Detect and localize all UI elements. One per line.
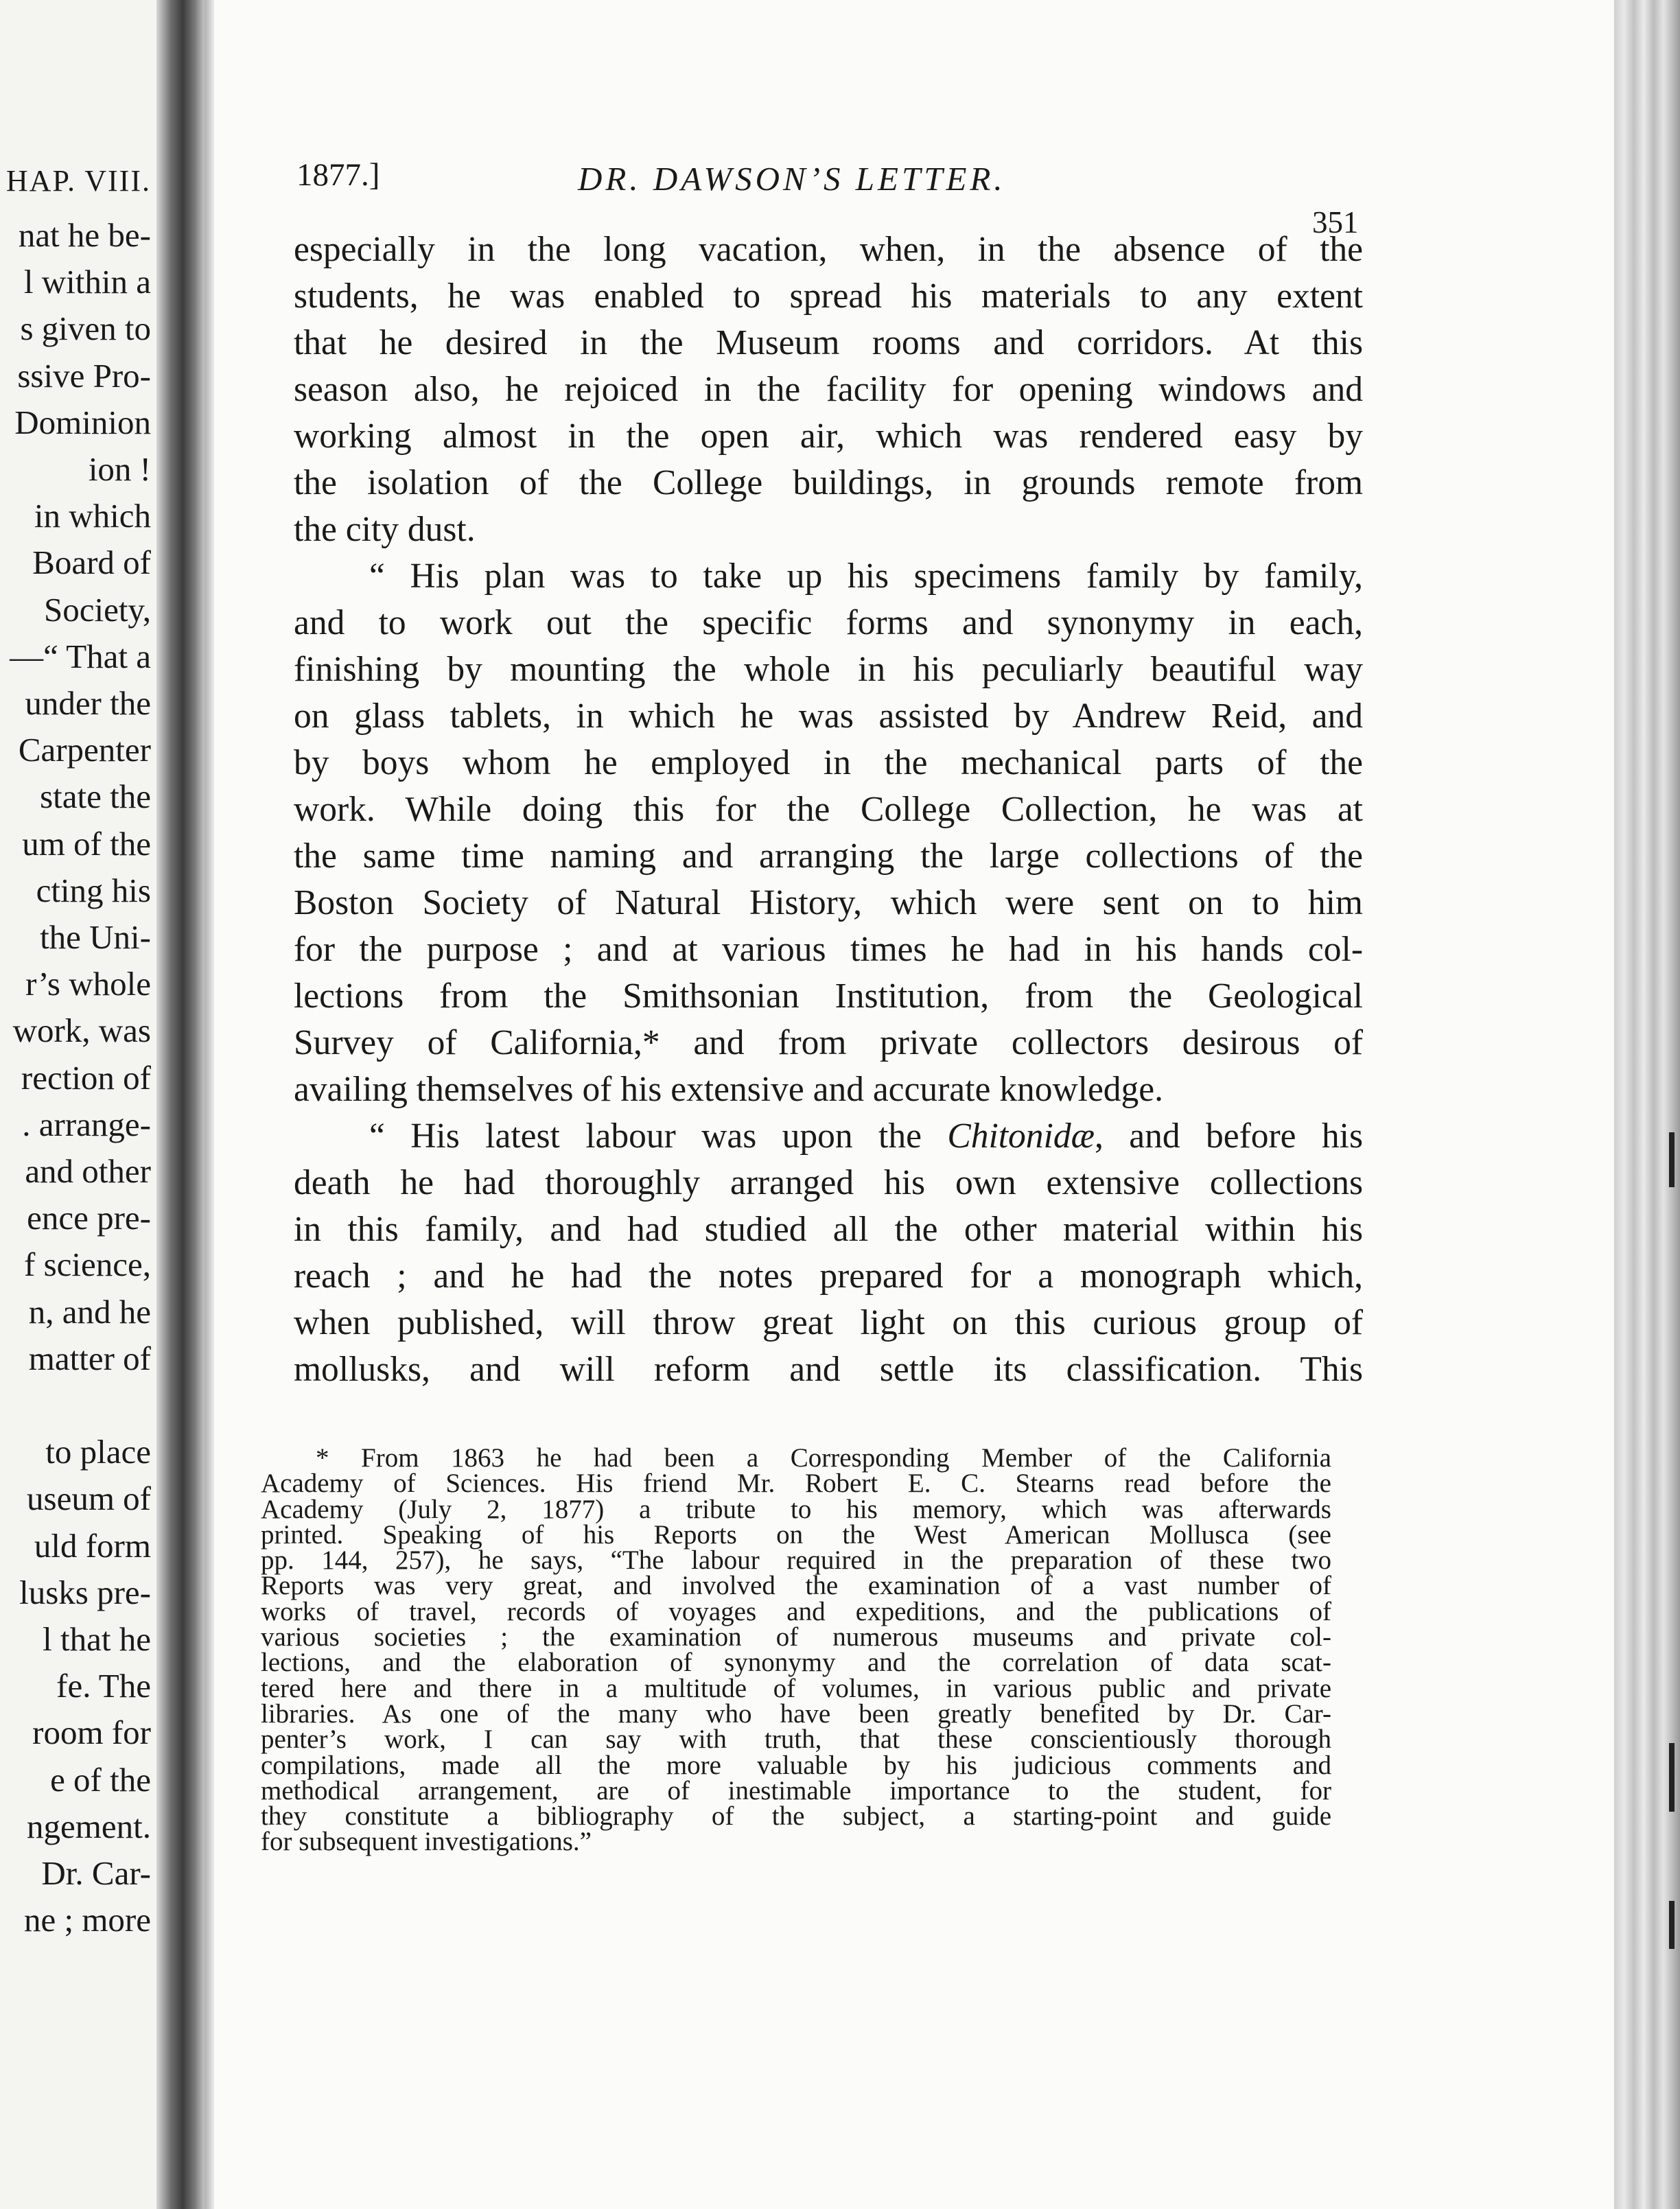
footnote-line: penter’s work, I can say with truth, that these conscientiously thorough bbox=[261, 1725, 1331, 1755]
facing-page-line: fe. The bbox=[56, 1667, 151, 1705]
body-line-start: “ His latest labour was upon the bbox=[369, 1117, 948, 1156]
body-line: lections from the Smithsonian Institution, from the Geological bbox=[294, 977, 1363, 1016]
facing-page-line: l that he bbox=[43, 1620, 151, 1658]
facing-page-line: under the bbox=[25, 684, 151, 722]
facing-page-line: ion ! bbox=[88, 450, 151, 488]
facing-page-line: work, was bbox=[12, 1012, 151, 1050]
fore-edge-mark bbox=[1669, 1743, 1675, 1812]
body-line: Survey of California,* and from private collectors desirous of bbox=[294, 1023, 1363, 1062]
facing-page-line: lusks pre- bbox=[19, 1573, 151, 1611]
running-head bbox=[296, 156, 1367, 239]
footnote-line: tered here and there in a multitude of volumes, in various public and private bbox=[261, 1673, 1331, 1703]
facing-page-line: n, and he bbox=[28, 1292, 151, 1331]
facing-page-line: f science, bbox=[24, 1246, 151, 1284]
facing-page-line: the Uni- bbox=[40, 918, 151, 956]
body-line: “ His plan was to take up his specimens family by family, bbox=[369, 557, 1363, 596]
body-line: in this family, and had studied all the other material within his bbox=[294, 1210, 1363, 1249]
body-line: on glass tablets, in which he was assisted by Andrew Reid, and bbox=[294, 697, 1363, 736]
facing-page-line: nat he be- bbox=[18, 216, 151, 254]
body-line: death he had thoroughly arranged his own extensive collections bbox=[294, 1163, 1363, 1202]
body-line: reach ; and he had the notes prepared for a monograph which, bbox=[294, 1257, 1363, 1296]
body-line: Boston Society of Natural History, which were sent on to him bbox=[294, 883, 1363, 922]
facing-page-line: . arrange- bbox=[22, 1105, 151, 1143]
running-head-date: 1877.] bbox=[296, 157, 380, 193]
facing-page-line: Carpenter bbox=[18, 731, 151, 769]
footnote-line: various societies ; the examination of numerous museums and private col- bbox=[261, 1622, 1331, 1652]
gutter-edge bbox=[205, 0, 214, 2209]
footnote-line: Academy of Sciences. His friend Mr. Robert E. C. Stearns read before the bbox=[261, 1469, 1331, 1499]
facing-page-line: ne ; more bbox=[23, 1901, 151, 1939]
body-line: when published, will throw great light on this curious group of bbox=[294, 1303, 1363, 1342]
body-line: work. While doing this for the College Collection, he was at bbox=[294, 790, 1363, 829]
facing-page-line: e of the bbox=[50, 1760, 151, 1799]
footnote-line: compilations, made all the more valuable by his judicious comments and bbox=[261, 1750, 1331, 1780]
facing-page-line: —“ That a bbox=[10, 637, 151, 675]
facing-page-line: ngement. bbox=[27, 1807, 151, 1845]
body-line-end: , and before his bbox=[1094, 1117, 1363, 1156]
footnote-line: printed. Speaking of his Reports on the West American Mollusca (see bbox=[261, 1519, 1331, 1550]
book-gutter bbox=[156, 0, 205, 2209]
body-line: that he desired in the Museum rooms and corridors. At this bbox=[294, 323, 1363, 362]
body-line: mollusks, and will reform and settle its classification. This bbox=[294, 1350, 1363, 1389]
body-line: finishing by mounting the whole in his peculiarly beautiful way bbox=[294, 650, 1363, 689]
body-line: the city dust. bbox=[294, 510, 476, 549]
facing-page-line: cting his bbox=[36, 871, 151, 909]
body-line: the isolation of the College buildings, in grounds remote from bbox=[294, 463, 1363, 502]
facing-page-header: HAP. VIII. bbox=[5, 164, 151, 198]
fore-edge-mark bbox=[1669, 1132, 1675, 1187]
footnote bbox=[261, 1445, 1331, 1855]
facing-page-line: Board of bbox=[32, 544, 151, 582]
facing-page-line: state the bbox=[40, 778, 151, 816]
facing-page-line: r’s whole bbox=[25, 965, 151, 1003]
footnote-line: * From 1863 he had been a Corresponding Member of the California bbox=[316, 1443, 1331, 1473]
body-line: availing themselves of his extensive and accurate knowledge. bbox=[294, 1070, 1164, 1109]
facing-page-line: Dominion bbox=[14, 403, 151, 441]
facing-page-line: s given to bbox=[20, 309, 151, 348]
page-number: 351 bbox=[1312, 205, 1359, 239]
facing-page-line: Society, bbox=[43, 590, 151, 629]
footnote-line: they constitute a bibliography of the subject, a starting-point and guide bbox=[261, 1801, 1331, 1832]
facing-page-line: l within a bbox=[23, 263, 151, 301]
body-line: students, he was enabled to spread his materials to any extent bbox=[294, 277, 1363, 316]
facing-page-line: to place bbox=[45, 1433, 151, 1471]
facing-page-line: rection of bbox=[21, 1058, 151, 1097]
footnote-line: Academy (July 2, 1877) a tribute to his memory, which was afterwards bbox=[261, 1494, 1331, 1524]
facing-page-line: useum of bbox=[27, 1480, 151, 1518]
facing-page-line: room for bbox=[32, 1714, 151, 1752]
facing-page-line: and other bbox=[25, 1152, 151, 1190]
body-line: by boys whom he employed in the mechanical parts of the bbox=[294, 743, 1363, 782]
footnote-line: pp. 144, 257), he says, “The labour required in the preparation of these two bbox=[261, 1545, 1331, 1576]
page-fore-edge bbox=[1614, 0, 1680, 2209]
facing-page-line: uld form bbox=[34, 1526, 151, 1565]
body-line: especially in the long vacation, when, in the absence of the bbox=[294, 230, 1363, 269]
fore-edge-mark bbox=[1669, 1901, 1675, 1949]
footnote-line: libraries. As one of the many who have been greatly benefited by Dr. Car- bbox=[261, 1698, 1331, 1729]
facing-page-line: Dr. Car- bbox=[41, 1854, 151, 1892]
footnote-line: works of travel, records of voyages and expeditions, and the publications of bbox=[261, 1596, 1331, 1626]
body-line: working almost in the open air, which was rendered easy by bbox=[294, 417, 1363, 456]
body-line bbox=[294, 1113, 1363, 1160]
body-line: season also, he rejoiced in the facility for opening windows and bbox=[294, 370, 1363, 409]
facing-page-line: um of the bbox=[22, 824, 151, 863]
body-line: and to work out the specific forms and synonymy in each, bbox=[294, 603, 1363, 642]
facing-page-fragment bbox=[0, 0, 156, 2209]
footnote-line: methodical arrangement, are of inestimable importance to the student, for bbox=[261, 1775, 1331, 1805]
facing-page-line: in which bbox=[34, 497, 151, 535]
facing-page-line: ssive Pro- bbox=[17, 356, 151, 395]
taxon-name: Chitonidæ bbox=[947, 1117, 1095, 1156]
body-text bbox=[294, 226, 1363, 1393]
facing-page-line: matter of bbox=[28, 1339, 151, 1377]
body-line: for the purpose ; and at various times he had in his hands col- bbox=[294, 930, 1363, 969]
facing-page-line: ence pre- bbox=[27, 1199, 151, 1237]
footnote-line: for subsequent investigations.” bbox=[261, 1827, 592, 1857]
body-line: the same time naming and arranging the large collections of the bbox=[294, 837, 1363, 876]
footnote-line: lections, and the elaboration of synonymy and the correlation of data scat- bbox=[261, 1648, 1331, 1678]
running-head-title: DR. DAWSON’S LETTER. bbox=[578, 160, 1006, 198]
footnote-line: Reports was very great, and involved the examination of a vast number of bbox=[261, 1571, 1331, 1601]
